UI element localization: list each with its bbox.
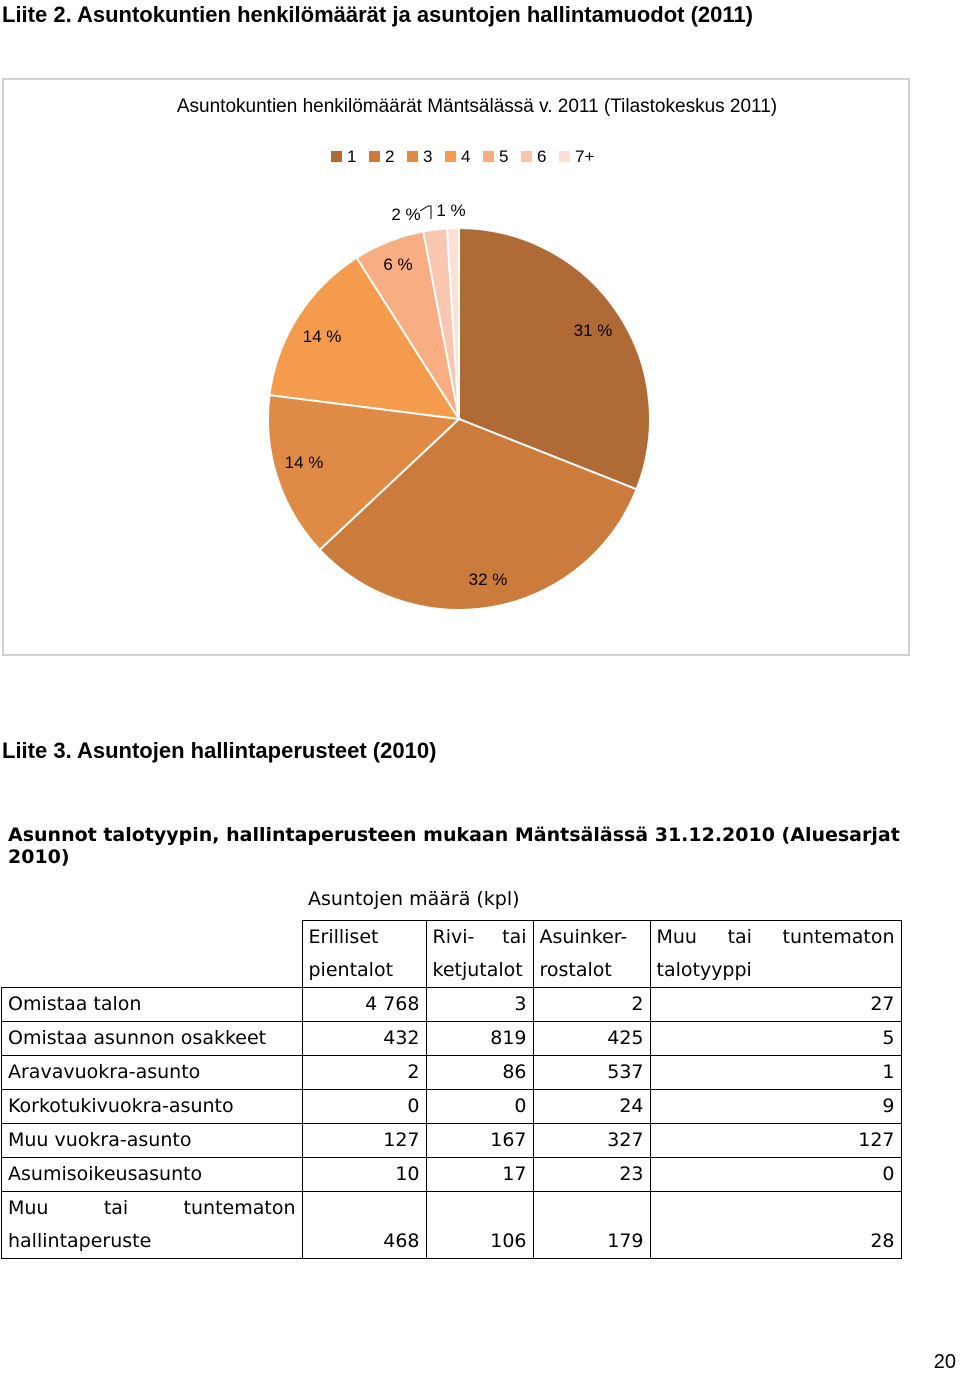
cell-value: 24 [533, 1090, 650, 1124]
cell-value: 3 [426, 988, 533, 1022]
housing-table [1, 920, 902, 1259]
legend-label: 6 [537, 147, 547, 166]
cell-value: 27 [650, 988, 901, 1022]
legend-swatch [407, 151, 418, 162]
cell-value: 17 [426, 1158, 533, 1192]
table-row [2, 1090, 902, 1124]
column-header-2: Rivi- tai ketjutalot [426, 921, 533, 988]
table-title: Asunnot talotyypin, hallintaperusteen mukaan Mäntsälässä 31.12.2010 (Aluesarjat 2010) [8, 824, 900, 868]
pie-slices [268, 228, 650, 610]
legend-swatch [559, 151, 570, 162]
slice-label: 1 % [436, 201, 466, 220]
chart-title: Asuntokuntien henkilömäärät Mäntsälässä v. 2011 (Tilastokeskus 2011) [176, 96, 778, 117]
legend-label: 3 [423, 147, 433, 166]
table-row [2, 1192, 902, 1259]
legend-label: 1 [347, 147, 357, 166]
cell-value: 432 [302, 1022, 426, 1056]
pie-chart-frame [2, 78, 910, 656]
table-row [2, 1158, 902, 1192]
cell-value: 5 [650, 1022, 901, 1056]
slice-label: 6 % [383, 255, 413, 274]
chart-legend [331, 147, 594, 166]
cell-value: 0 [426, 1090, 533, 1124]
table-row [2, 1056, 902, 1090]
legend-swatch [483, 151, 494, 162]
cell-value: 425 [533, 1022, 650, 1056]
legend-swatch [521, 151, 532, 162]
cell-value: 86 [426, 1056, 533, 1090]
legend-swatch [369, 151, 380, 162]
column-header-4: Muu tai tuntematon talotyyppi [650, 921, 901, 988]
row-label: Asumisoikeusasunto [2, 1158, 303, 1192]
row-label: Omistaa asunnon osakkeet [2, 1022, 303, 1056]
row-label: Muu tai tuntematon hallintaperuste [2, 1192, 303, 1259]
slice-label: 2 % [391, 205, 421, 224]
header-empty-cell [2, 921, 303, 988]
legend-swatch [331, 151, 342, 162]
count-header: Asuntojen määrä (kpl) [308, 888, 520, 910]
cell-value: 2 [302, 1056, 426, 1090]
liite3-heading: Liite 3. Asuntojen hallintaperusteet (2010) [2, 738, 437, 763]
cell-value: 819 [426, 1022, 533, 1056]
cell-value: 4 768 [302, 988, 426, 1022]
row-label: Aravavuokra-asunto [2, 1056, 303, 1090]
row-label: Muu vuokra-asunto [2, 1124, 303, 1158]
cell-value: 0 [302, 1090, 426, 1124]
cell-value: 179 [533, 1192, 650, 1259]
legend-swatch [445, 151, 456, 162]
cell-value: 9 [650, 1090, 901, 1124]
cell-value: 537 [533, 1056, 650, 1090]
cell-value: 1 [650, 1056, 901, 1090]
cell-value: 106 [426, 1192, 533, 1259]
cell-value: 127 [302, 1124, 426, 1158]
cell-value: 327 [533, 1124, 650, 1158]
pie-chart [4, 80, 910, 656]
cell-value: 0 [650, 1158, 901, 1192]
legend-label: 5 [499, 147, 509, 166]
legend-label: 2 [385, 147, 395, 166]
legend-label: 7+ [575, 147, 595, 166]
table-row [2, 1022, 902, 1056]
cell-value: 10 [302, 1158, 426, 1192]
row-label: Korkotukivuokra-asunto [2, 1090, 303, 1124]
cell-value: 23 [533, 1158, 650, 1192]
cell-value: 468 [302, 1192, 426, 1259]
liite2-heading: Liite 2. Asuntokuntien henkilömäärät ja asuntojen hallintamuodot (2011) [2, 2, 753, 27]
slice-label: 14 % [284, 453, 324, 472]
cell-value: 127 [650, 1124, 901, 1158]
row-label: Omistaa talon [2, 988, 303, 1022]
cell-value: 28 [650, 1192, 901, 1259]
leader-line [420, 206, 431, 219]
table-row [2, 988, 902, 1022]
column-header-3: Asuinker- rostalot [533, 921, 650, 988]
slice-label: 31 % [573, 321, 613, 340]
legend-label: 4 [461, 147, 471, 166]
cell-value: 167 [426, 1124, 533, 1158]
table-header-row [2, 921, 902, 988]
slice-label: 32 % [468, 570, 508, 589]
slice-label: 14 % [302, 327, 342, 346]
table-row [2, 1124, 902, 1158]
cell-value: 2 [533, 988, 650, 1022]
page-number: 20 [933, 1351, 956, 1373]
column-header-1: Erilliset pientalot [302, 921, 426, 988]
